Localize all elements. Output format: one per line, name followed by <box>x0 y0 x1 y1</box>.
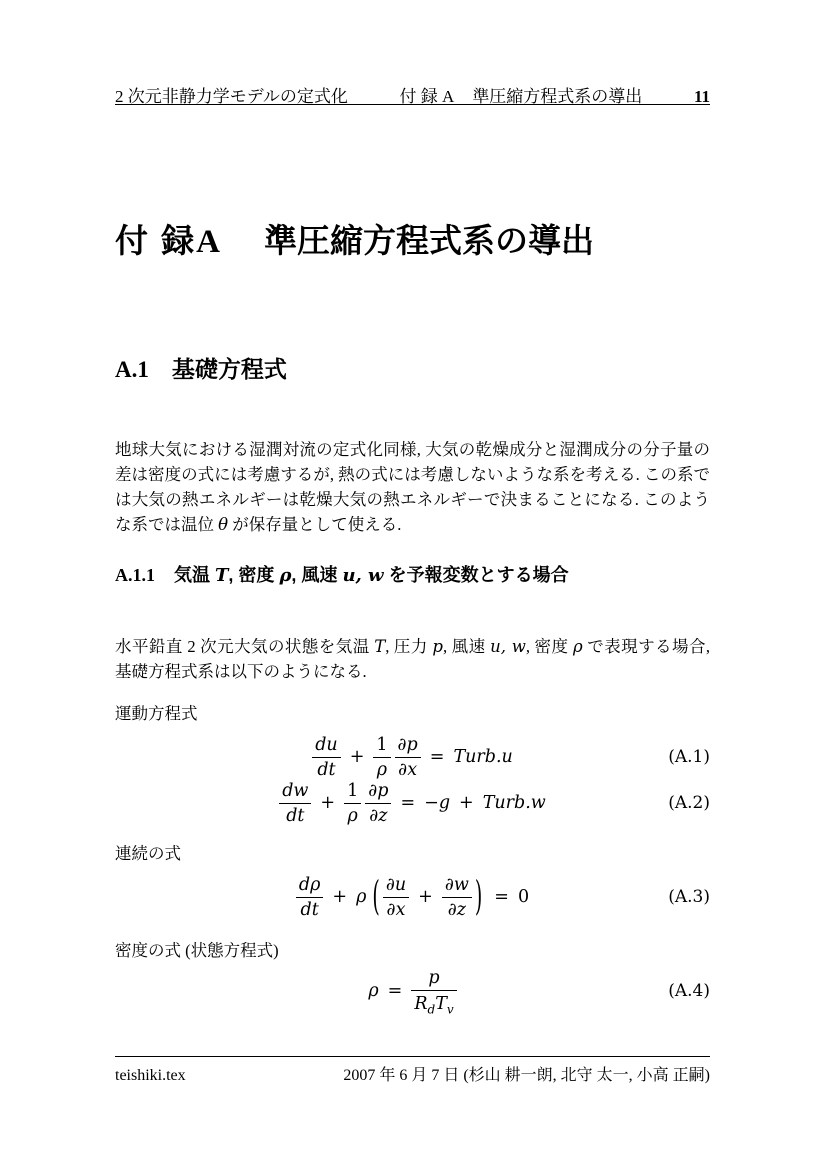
subsection-text-1: 気温 <box>174 565 216 585</box>
motion-equation-label: 運動方程式 <box>115 704 198 723</box>
section-title: 基礎方程式 <box>171 356 287 382</box>
frac-dp-dz <box>365 781 391 826</box>
minus-sign: − <box>424 793 439 813</box>
numerator: dw <box>282 780 309 801</box>
subsection-number: A.1.1 <box>115 565 155 585</box>
zero-value: 0 <box>517 887 530 907</box>
equation-number-A1: (A.1) <box>668 747 710 767</box>
rho-coefficient: ρ <box>356 887 367 907</box>
denominator: ∂x <box>395 757 421 780</box>
turbulence-term: Turb.w <box>482 793 546 813</box>
chapter-title: 準圧縮方程式系の導出 <box>264 222 595 259</box>
denominator: dt <box>312 757 340 780</box>
footer-date-authors: 2007 年 6 月 7 日 (杉山 耕一朗, 北守 太一, 小高 正嗣) <box>343 1067 710 1084</box>
frac-1-rho <box>373 735 390 780</box>
equation-A2 <box>115 777 710 829</box>
equation-number-A3: (A.3) <box>668 887 710 907</box>
equation-number-A2: (A.2) <box>668 793 710 813</box>
equation-A4 <box>115 962 710 1020</box>
page-footer <box>115 1062 710 1085</box>
section-heading <box>115 351 710 384</box>
subsection-text-3: , 風速 <box>291 565 343 585</box>
intro-paragraph <box>115 437 710 537</box>
frac-dw-dz <box>442 875 472 920</box>
denominator: ∂z <box>365 803 391 826</box>
gas-constant-R: R <box>414 994 428 1014</box>
numerator: 1 <box>347 780 359 801</box>
numerator: du <box>315 734 338 755</box>
frac-dp-dx <box>395 735 421 780</box>
theta-symbol: θ <box>218 514 229 534</box>
variables-paragraph <box>115 634 710 684</box>
footer-filename: teishiki.tex <box>115 1067 186 1084</box>
frac-drho-dt <box>296 875 324 920</box>
left-parenthesis: ( <box>372 873 380 921</box>
equals-sign: = <box>429 747 445 767</box>
numerator: ∂w <box>444 874 469 895</box>
subsection-heading <box>115 561 710 587</box>
equation-A3 <box>115 868 710 926</box>
denominator: dt <box>279 803 311 826</box>
virtual-temperature-T: T <box>435 994 447 1014</box>
chapter-label-jp: 付 録 <box>115 222 197 259</box>
chapter-heading <box>115 215 710 262</box>
var-T: T <box>374 636 386 656</box>
gravity-term: g <box>438 793 451 813</box>
denominator: ρ <box>344 803 361 826</box>
intro-text-1: 地球大気における湿潤対流の定式化同様, 大気の乾燥成分と湿潤成分の分子量の差は密度の式には考慮するが, 熱の式には考慮しないような系を考える. この系では大気の熱エネルギーは乾燥大気の熱エネルギーで決まることになる. このような系では温位 <box>115 439 710 534</box>
header-chapter-title: 準圧縮方程式系の導出 <box>472 87 643 106</box>
section-number: A.1 <box>115 357 149 382</box>
subscript-d: d <box>427 1002 436 1017</box>
para2-text-1: 水平鉛直 2 次元大気の状態を気温 <box>115 636 375 656</box>
plus-operator: + <box>332 887 348 907</box>
chapter-label-letter: A <box>196 224 221 260</box>
footer-rule <box>115 1056 710 1057</box>
denominator: ρ <box>373 757 390 780</box>
numerator: 1 <box>376 734 388 755</box>
plus-operator: + <box>320 793 336 813</box>
frac-1-rho <box>344 781 361 826</box>
header-rule <box>115 104 710 105</box>
plus-operator: + <box>418 887 433 907</box>
plus-operator: + <box>349 747 365 767</box>
var-p: p <box>432 636 443 656</box>
equation-A1 <box>115 731 710 783</box>
subsection-title <box>174 561 569 587</box>
subsection-text-4: を予報変数とする場合 <box>383 565 569 585</box>
para2-text-5: で表現する場合, 基礎方程式系は以下のようになる. <box>115 636 711 681</box>
equals-sign: = <box>387 981 403 1001</box>
frac-p-RdTv <box>411 968 456 1017</box>
numerator: ∂u <box>385 874 407 895</box>
right-parenthesis: ) <box>474 873 483 921</box>
var-rho: ρ <box>279 565 292 586</box>
rho-symbol: ρ <box>368 981 379 1001</box>
page-number: 11 <box>693 87 710 106</box>
numerator: ∂p <box>368 780 389 801</box>
numerator: dρ <box>298 874 321 895</box>
para2-text-2: , 圧力 <box>385 636 433 656</box>
frac-du-dx <box>383 875 409 920</box>
denominator <box>411 990 456 1017</box>
equation-number-A4: (A.4) <box>668 981 710 1001</box>
numerator: ∂p <box>397 734 418 755</box>
frac-du-dt <box>312 735 340 780</box>
header-left-title: 2 次元非静力学モデルの定式化 <box>115 87 348 106</box>
frac-dw-dt <box>279 781 311 826</box>
equals-sign: = <box>400 793 416 813</box>
para2-text-3: , 風速 <box>442 636 491 656</box>
continuity-equation-label: 連続の式 <box>115 844 181 863</box>
denominator: ∂z <box>442 897 472 920</box>
equals-sign: = <box>494 887 509 907</box>
var-rho: ρ <box>573 636 583 656</box>
header-appendix-label: 付 録 A <box>399 87 455 106</box>
numerator: p <box>428 968 440 988</box>
subsection-text-2: , 密度 <box>228 565 280 585</box>
intro-text-2: が保存量として使える. <box>228 514 402 534</box>
var-T: T <box>215 565 229 586</box>
subscript-v: v <box>446 1002 454 1017</box>
density-equation-label: 密度の式 (状態方程式) <box>115 941 279 960</box>
turbulence-term: Turb.u <box>453 747 513 767</box>
denominator: dt <box>296 897 324 920</box>
denominator: ∂x <box>383 897 409 920</box>
para2-text-4: , 密度 <box>525 636 573 656</box>
var-uw: u, w <box>342 565 384 586</box>
var-uw: u, w <box>490 636 526 656</box>
plus-operator: + <box>459 793 474 813</box>
